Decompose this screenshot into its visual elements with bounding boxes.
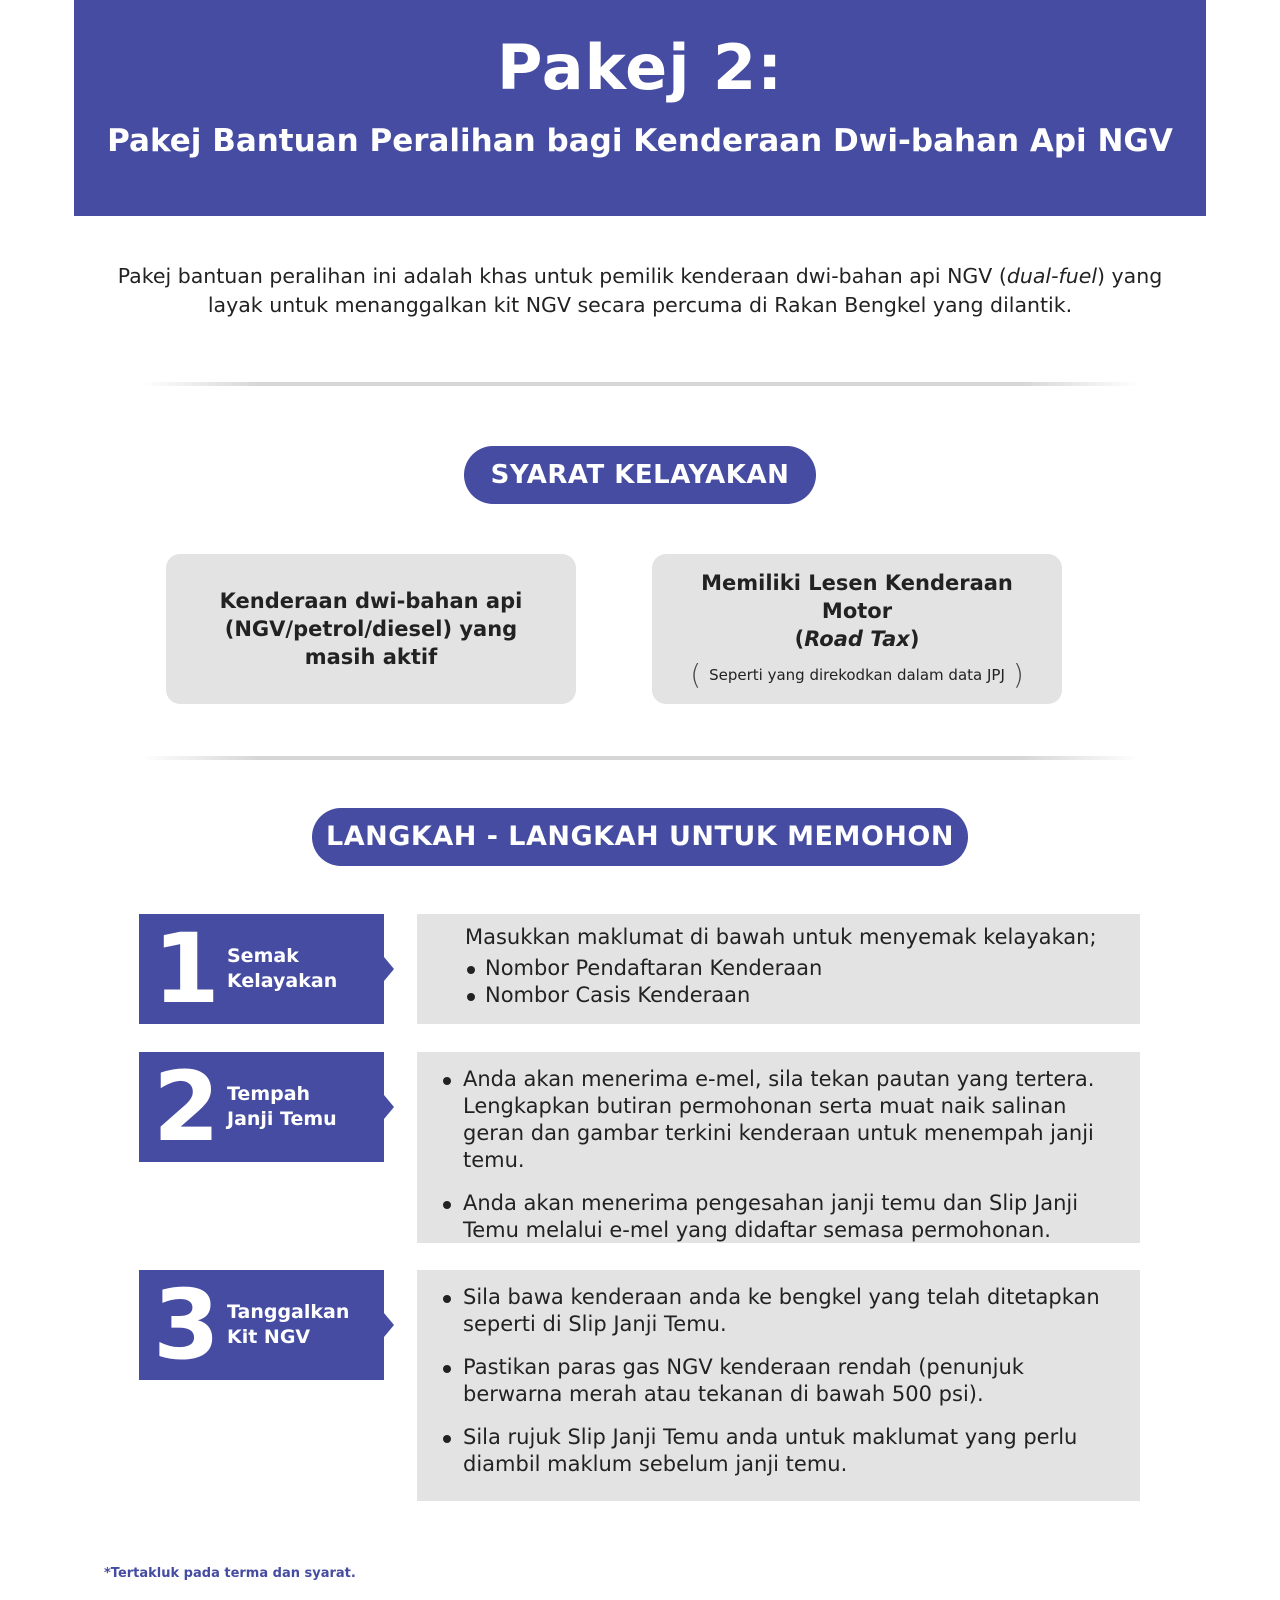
step-label: Tempah Janji Temu <box>227 1083 337 1130</box>
step-3-badge <box>139 1270 384 1380</box>
road-tax-line1: Memiliki Lesen Kenderaan Motor <box>701 571 1013 623</box>
header-banner <box>74 0 1206 216</box>
eligibility-card-active-vehicle <box>166 554 576 704</box>
step-label: Tanggalkan Kit NGV <box>227 1301 350 1348</box>
step-2-badge <box>139 1052 384 1162</box>
step-2-details <box>417 1052 1140 1243</box>
step-number: 3 <box>153 1269 220 1381</box>
intro-text-after: ) yang layak untuk menanggalkan kit NGV secara percuma di Rakan Bengkel yang dilantik. <box>207 264 1163 317</box>
step-bullet-list <box>463 1284 1120 1478</box>
road-tax-note-text: Seperti yang direkodkan dalam data JPJ <box>709 666 1005 684</box>
list-item: Nombor Casis Kenderaan <box>465 982 1120 1009</box>
list-item: Nombor Pendaftaran Kenderaan <box>465 955 1120 982</box>
intro-text-before: Pakej bantuan peralihan ini adalah khas untuk pemilik kenderaan dwi-bahan api NGV ( <box>117 264 1007 288</box>
list-item: Anda akan menerima pengesahan janji temu dan Slip Janji Temu melalui e-mel yang didaftar semasa permohonan. <box>463 1190 1120 1244</box>
terms-footnote: *Tertakluk pada terma dan syarat. <box>104 1566 356 1581</box>
intro-paragraph <box>110 262 1170 320</box>
step-number: 1 <box>153 913 220 1025</box>
step-label: Semak Kelayakan <box>227 945 338 992</box>
step-lead: Masukkan maklumat di bawah untuk menyemak kelayakan; <box>465 925 1097 949</box>
section-divider <box>140 382 1140 386</box>
section-divider <box>140 756 1140 760</box>
step-number: 2 <box>153 1051 220 1163</box>
list-item: Sila rujuk Slip Janji Temu anda untuk maklumat yang perlu diambil maklum sebelum janji temu. <box>463 1424 1120 1478</box>
page-subtitle: Pakej Bantuan Peralihan bagi Kenderaan Dwi-bahan Api NGV <box>107 123 1173 159</box>
road-tax-italic: Road Tax <box>804 627 910 651</box>
step-bullet-list <box>463 1066 1120 1244</box>
list-item: Sila bawa kenderaan anda ke bengkel yang telah ditetapkan seperti di Slip Janji Temu. <box>463 1284 1120 1338</box>
intro-italic-term: dual-fuel <box>1006 264 1098 288</box>
eligibility-card-text: Kenderaan dwi-bahan api (NGV/petrol/diesel) yang masih aktif <box>219 589 523 669</box>
list-item: Pastikan paras gas NGV kenderaan rendah (penunjuk berwarna merah atau tekanan di bawah 500 psi). <box>463 1354 1120 1408</box>
step-1-details <box>417 914 1140 1024</box>
page-title: Pakej 2: <box>496 31 783 104</box>
step-bullet-list <box>465 955 1120 1009</box>
note-paren-open: ( <box>690 658 702 691</box>
road-tax-paren-open: ( <box>794 627 805 651</box>
eligibility-card-road-tax <box>652 554 1062 704</box>
step-3-details <box>417 1270 1140 1501</box>
eligibility-heading: SYARAT KELAYAKAN <box>464 446 816 504</box>
list-item: Anda akan menerima e-mel, sila tekan pautan yang tertera. Lengkapkan butiran permohonan serta muat naik salinan geran dan gambar terkini kenderaan untuk menempah janji temu. <box>463 1066 1120 1174</box>
road-tax-note <box>690 658 1024 691</box>
note-paren-close: ) <box>1012 658 1024 691</box>
steps-heading: LANGKAH - LANGKAH UNTUK MEMOHON <box>312 808 968 866</box>
road-tax-paren-close: ) <box>909 627 920 651</box>
eligibility-card-text <box>652 569 1062 653</box>
step-1-badge <box>139 914 384 1024</box>
